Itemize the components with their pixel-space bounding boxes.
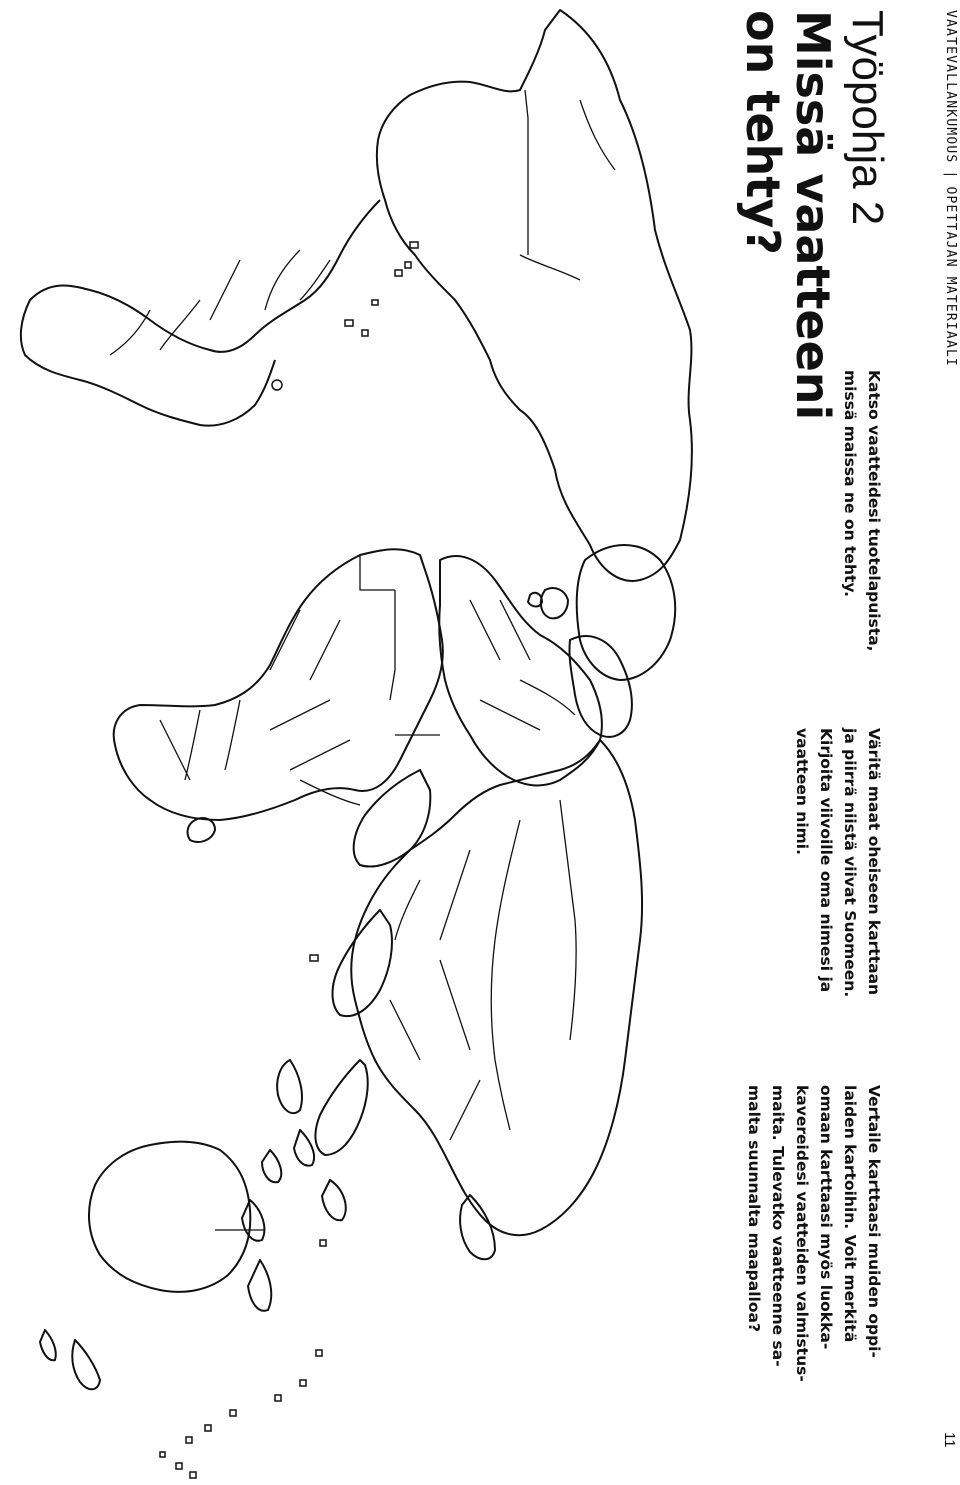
continent-asia	[242, 740, 642, 1259]
section-name: OPETTAJAN MATERIAALI	[943, 186, 958, 368]
continent-europe-africa	[114, 549, 632, 842]
header-line: VAATEVALLANKUMOUS|OPETTAJAN MATERIAALI	[943, 10, 958, 368]
continent-americas	[21, 10, 692, 680]
page-title-line-1: Missä vaatteeni	[786, 10, 840, 421]
continent-oceania	[40, 1142, 326, 1478]
page-number: 11	[941, 1432, 958, 1448]
instruction-3: Vertaile karttaasi muiden oppi- laiden kartoihin. Voit merkitä omaan karttaasi myös luokka- kavereidesi vaatteiden valmistus- maita. Tulevatko vaatteenne sa- malta suunnalta maapalloa?	[745, 1085, 883, 1382]
page-title-line-2: on tehty?	[736, 10, 790, 255]
series-name: VAATEVALLANKUMOUS	[943, 10, 958, 164]
instruction-2: Väritä maat oheiseen karttaan ja piirrä niistä viivat Suomeen. Kirjoita viivoille oma nimesi ja vaatteen nimi.	[793, 728, 883, 998]
worksheet-label: Työpohja 2	[843, 10, 892, 226]
instruction-1: Katso vaatteidesi tuotelapuista, missä maissa ne on tehty.	[841, 370, 883, 652]
